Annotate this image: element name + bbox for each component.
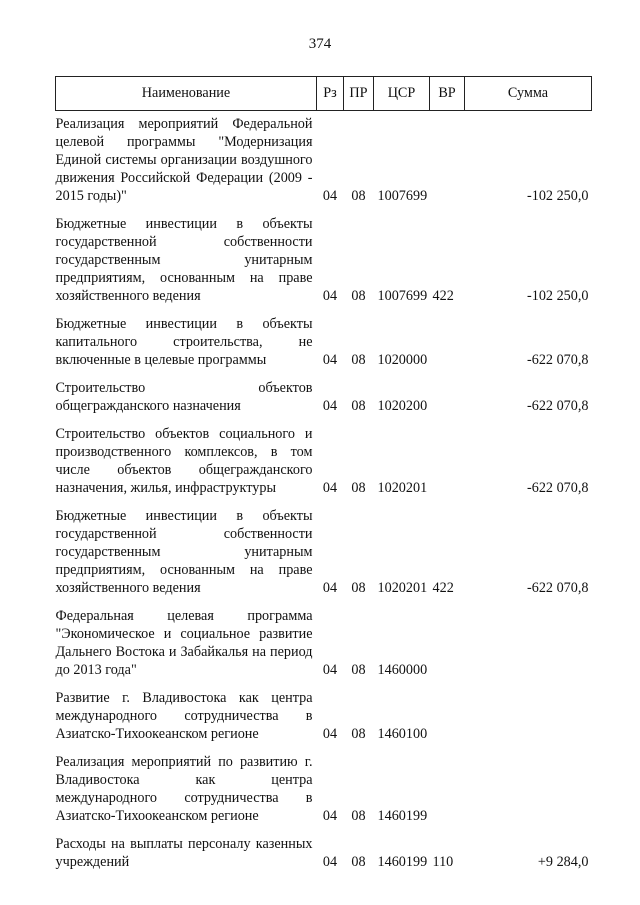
cell-rz: 04 xyxy=(322,854,338,870)
cell-sum: -102 250,0 xyxy=(527,288,589,304)
cell-sum: -622 070,8 xyxy=(527,480,589,496)
cell-rz: 04 xyxy=(322,808,338,824)
cell-pr: 08 xyxy=(351,480,366,496)
cell-vr xyxy=(430,111,465,206)
budget-table xyxy=(55,76,592,871)
cell-pr: 08 xyxy=(351,580,366,596)
page-number: 374 xyxy=(308,36,332,52)
cell-name: Строительство объектов общегражданского назначения xyxy=(55,380,313,414)
cell-sum xyxy=(465,679,592,743)
cell-csr: 1460000 xyxy=(377,662,428,678)
cell-csr: 1020200 xyxy=(377,398,428,414)
table-header xyxy=(56,77,592,111)
header-name: Наименование xyxy=(56,77,317,111)
cell-vr xyxy=(430,415,465,497)
cell-pr: 08 xyxy=(351,288,366,304)
cell-name: Бюджетные инвестиции в объекты государственной собственности государственным унитарным предприятиям, основанным на праве хозяйственного ведения xyxy=(55,216,313,304)
cell-rz: 04 xyxy=(322,188,338,204)
cell-csr: 1007699 xyxy=(377,288,428,304)
cell-vr xyxy=(430,305,465,369)
cell-csr: 1020000 xyxy=(377,352,428,368)
table-row xyxy=(56,743,592,825)
header-rz: Рз xyxy=(317,77,344,111)
cell-rz: 04 xyxy=(322,480,338,496)
table-row xyxy=(56,825,592,871)
cell-vr: 422 xyxy=(432,288,454,304)
cell-pr: 08 xyxy=(351,854,366,870)
cell-pr: 08 xyxy=(351,188,366,204)
cell-sum: -102 250,0 xyxy=(527,188,589,204)
header-pr: ПР xyxy=(344,77,374,111)
cell-pr: 08 xyxy=(351,398,366,414)
cell-csr: 1460199 xyxy=(377,808,428,824)
cell-rz: 04 xyxy=(322,580,338,596)
cell-vr xyxy=(430,597,465,679)
header-sum: Сумма xyxy=(465,77,592,111)
cell-vr xyxy=(430,369,465,415)
cell-csr: 1460199 xyxy=(377,854,428,870)
cell-pr: 08 xyxy=(351,662,366,678)
cell-vr: 422 xyxy=(432,580,454,596)
cell-name: Федеральная целевая программа "Экономическое и социальное развитие Дальнего Востока и Забайкалья на период до 2013 года" xyxy=(55,608,313,678)
cell-name: Бюджетные инвестиции в объекты государственной собственности государственным унитарным предприятиям, основанным на праве хозяйственного ведения xyxy=(55,508,313,596)
cell-rz: 04 xyxy=(322,398,338,414)
cell-name: Бюджетные инвестиции в объекты капитального строительства, не включенные в целевые программы xyxy=(55,316,313,368)
cell-pr: 08 xyxy=(351,726,366,742)
cell-vr xyxy=(430,679,465,743)
table-row xyxy=(56,497,592,597)
table-row xyxy=(56,415,592,497)
cell-rz: 04 xyxy=(322,662,338,678)
cell-rz: 04 xyxy=(322,352,338,368)
cell-sum: -622 070,8 xyxy=(527,580,589,596)
cell-sum xyxy=(465,743,592,825)
cell-rz: 04 xyxy=(322,288,338,304)
cell-name: Реализация мероприятий Федеральной целевой программы "Модернизация Единой системы организации воздушного движения Российской Федерации (2009 - 2015 годы)" xyxy=(55,116,313,204)
cell-csr: 1460100 xyxy=(377,726,428,742)
cell-vr xyxy=(430,743,465,825)
cell-pr: 08 xyxy=(351,352,366,368)
cell-pr: 08 xyxy=(351,808,366,824)
cell-name: Строительство объектов социального и производственного комплексов, в том числе объектов общегражданского назначения, жилья, инфраструктуры xyxy=(55,426,313,496)
cell-rz: 04 xyxy=(322,726,338,742)
cell-vr: 110 xyxy=(432,854,454,870)
cell-name: Расходы на выплаты персоналу казенных учреждений xyxy=(55,836,313,870)
cell-csr: 1020201 xyxy=(377,580,428,596)
cell-name: Развитие г. Владивостока как центра международного сотрудничества в Азиатско-Тихоокеанском регионе xyxy=(55,690,313,742)
table-row xyxy=(56,369,592,415)
header-row xyxy=(56,77,592,111)
header-vr: ВР xyxy=(430,77,465,111)
header-csr: ЦСР xyxy=(374,77,430,111)
cell-sum xyxy=(465,597,592,679)
cell-csr: 1007699 xyxy=(377,188,428,204)
table-row xyxy=(56,111,592,206)
table-row xyxy=(56,305,592,369)
cell-name: Реализация мероприятий по развитию г. Владивостока как центра международного сотрудничества в Азиатско-Тихоокеанском регионе xyxy=(55,754,313,824)
table-row xyxy=(56,679,592,743)
cell-csr: 1020201 xyxy=(377,480,428,496)
table-body xyxy=(56,111,592,872)
table-row xyxy=(56,205,592,305)
cell-sum: -622 070,8 xyxy=(527,398,589,414)
table-row xyxy=(56,597,592,679)
cell-sum: +9 284,0 xyxy=(537,854,589,870)
cell-sum: -622 070,8 xyxy=(527,352,589,368)
